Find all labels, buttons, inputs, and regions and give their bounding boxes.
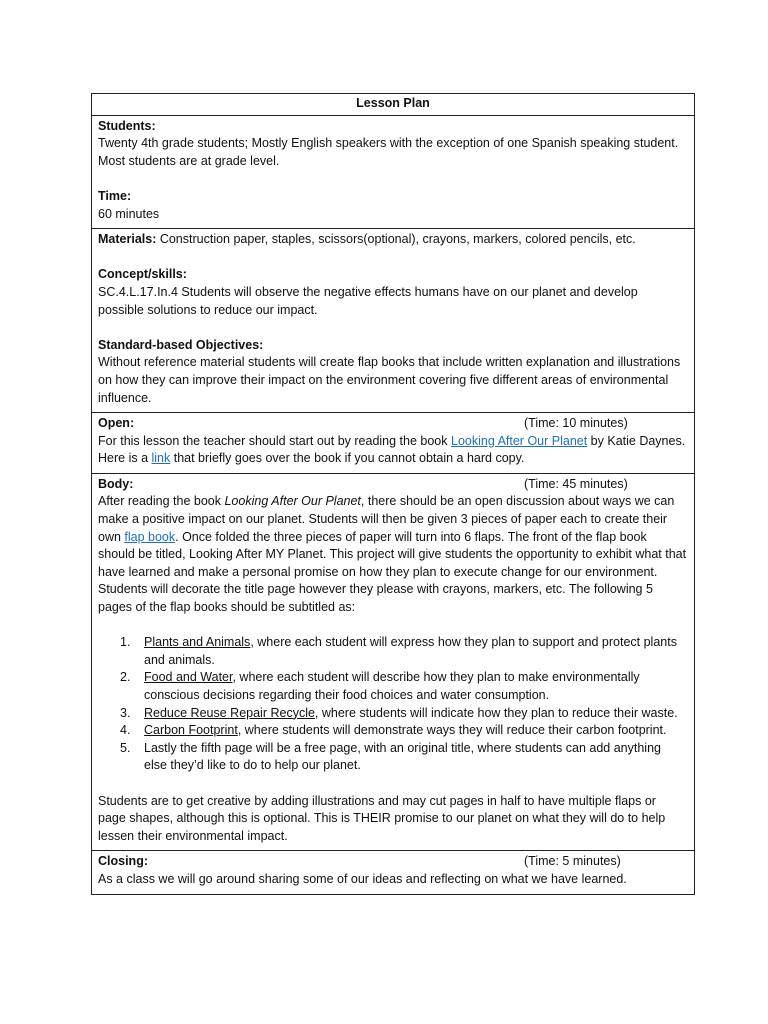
closing-text: As a class we will go around sharing some of our ideas and reflecting on what we have learned. (98, 871, 627, 886)
closing-time: (Time: 5 minutes) (524, 854, 621, 869)
objectives-label: Standard-based Objectives: (98, 337, 264, 352)
body-closing-paragraph: Students are to get creative by adding illustrations and may cut pages in half to have multiple flaps or page shapes, although this is optional. This is THEIR promise to our planet on what they will do to help lessen their environmental impact. (98, 793, 666, 843)
materials-section (91, 229, 695, 413)
body-heading (98, 476, 687, 494)
open-label: Open: (98, 416, 135, 431)
list-item (98, 669, 687, 704)
list-item-text: , where each student will describe how they plan to make environmentally conscious decisions regarding their food choices and water consumption. (144, 670, 640, 702)
body-paragraph (98, 493, 687, 616)
closing-section (91, 851, 695, 894)
list-item-title: Plants and Animals (144, 635, 251, 650)
materials-text: Construction paper, staples, scissors(optional), crayons, markers, colored pencils, etc. (156, 232, 636, 247)
open-text (98, 433, 687, 468)
list-item-text: , where each student will express how they plan to support and protect plants and animals. (144, 635, 677, 667)
book-title-italic: Looking After Our Planet (224, 494, 361, 509)
list-item-text: , where students will demonstrate ways they will reduce their carbon footprint. (237, 723, 667, 738)
list-item-title: Carbon Footprint (144, 723, 238, 738)
flap-pages-list (98, 634, 687, 775)
students-section (91, 116, 695, 230)
list-item (98, 705, 687, 723)
concept-label: Concept/skills: (98, 267, 187, 282)
materials-line (98, 231, 687, 249)
body-text-part: After reading the book (98, 494, 225, 509)
time-text: 60 minutes (98, 206, 160, 221)
list-item-title: Reduce Reuse Repair Recycle (144, 705, 315, 720)
video-link[interactable]: link (151, 451, 171, 466)
list-item-text: , where students will indicate how they plan to reduce their waste. (314, 705, 678, 720)
list-number: 4. (120, 723, 131, 738)
materials-label: Materials: (98, 232, 157, 247)
body-text-part: . Once folded the three pieces of paper will turn into 6 flaps. The front of the flap book should be titled, Looking After MY Planet. This project will give students the opportunity to exhibit what that have learned and make a personal promise on how they plan to execute change for our environment. Students will decorate the title page however they please with crayons, markers, etc. The following 5 pages of the flap books should be subtitled as: (98, 529, 687, 615)
lesson-plan-table (91, 93, 695, 895)
students-label: Students: (98, 118, 156, 133)
objectives-text: Without reference material students will create flap books that include written explanation and illustrations on how they can improve their impact on the environment covering five different areas of environmental influence. (98, 355, 681, 405)
open-text-part: that briefly goes over the book if you cannot obtain a hard copy. (170, 451, 525, 466)
body-section (91, 474, 695, 851)
students-text: Twenty 4th grade students; Mostly English speakers with the exception of one Spanish speaking student. Most students are at grade level. (98, 136, 679, 168)
list-item-text: Lastly the fifth page will be a free page, with an original title, where students can add anything else they’d like to do to help our planet. (144, 740, 661, 773)
concept-text: SC.4.L.17.In.4 Students will observe the negative effects humans have on our planet and develop possible solutions to reduce our impact. (98, 284, 638, 317)
list-item (98, 722, 687, 740)
open-heading (98, 415, 687, 433)
body-time: (Time: 45 minutes) (524, 476, 628, 491)
list-item-title: Food and Water (144, 670, 233, 685)
time-label: Time: (98, 188, 132, 203)
flap-book-link[interactable]: flap book (124, 529, 176, 544)
open-section (91, 413, 695, 474)
lesson-plan-title: Lesson Plan (91, 93, 695, 116)
closing-heading (98, 853, 687, 871)
list-item (98, 740, 687, 775)
list-number: 1. (120, 635, 131, 650)
open-text-part: For this lesson the teacher should start out by reading the book (98, 433, 451, 448)
open-time: (Time: 10 minutes) (524, 416, 628, 431)
list-number: 3. (120, 705, 131, 720)
body-label: Body: (98, 476, 134, 491)
closing-label: Closing: (98, 854, 148, 869)
open-text-part: by Katie Daynes. Here is a (98, 433, 686, 466)
list-item (98, 634, 687, 669)
book-link[interactable]: Looking After Our Planet (451, 433, 588, 448)
list-number: 5. (120, 740, 131, 755)
body-text-part: , there should be an open discussion about ways we can make a positive impact on our planet. Students will then be given 3 pieces of paper each to create their own (98, 494, 675, 544)
list-number: 2. (120, 670, 131, 685)
